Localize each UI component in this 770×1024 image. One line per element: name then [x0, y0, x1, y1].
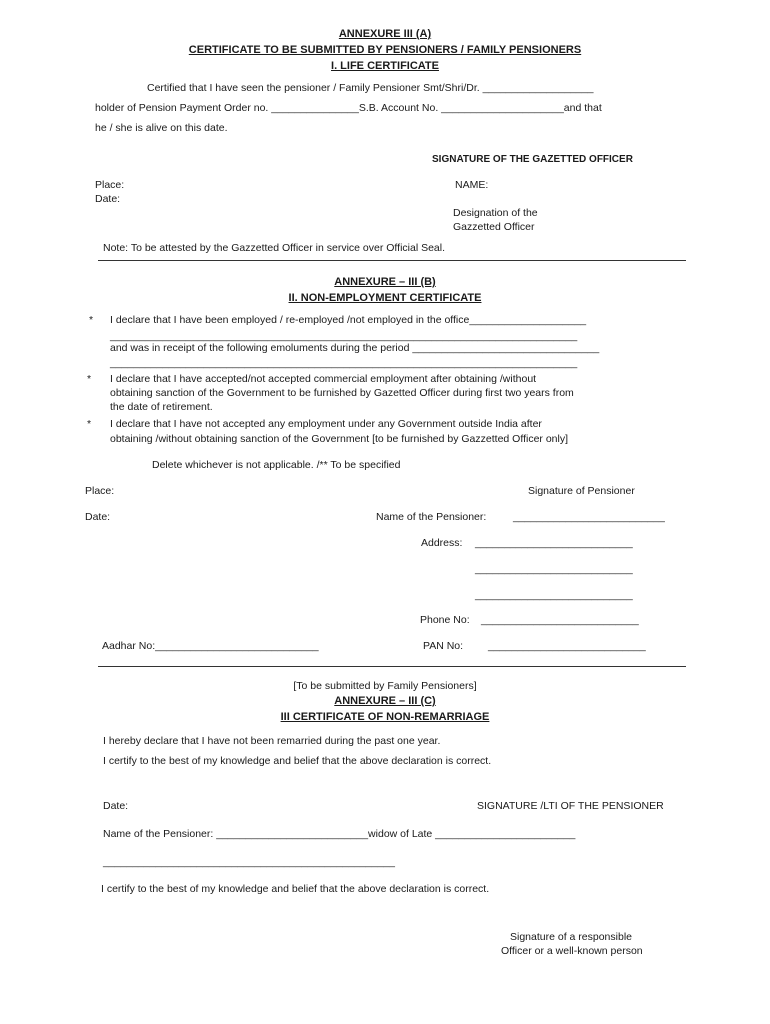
annex-a-title: ANNEXURE III (A) — [338, 28, 432, 40]
family-pensioners-note: [To be submitted by Family Pensioners] — [293, 680, 477, 692]
annex-b-date-label: Date: — [85, 511, 111, 523]
address-field-line-3[interactable]: ___________________________ — [475, 589, 633, 601]
address-field-line-2[interactable]: ___________________________ — [475, 563, 633, 575]
attestation-note: Note: To be attested by the Gazzetted Officer in service over Official Seal. — [103, 242, 446, 254]
annex-c-section-title: III CERTIFICATE OF NON-REMARRIAGE — [280, 711, 490, 723]
declaration-1-line-3: and was in receipt of the following emoluments during the period ________________________________ — [110, 342, 600, 354]
annex-b-place-label: Place: — [85, 485, 115, 497]
declaration-3-line-2: obtaining /without obtaining sanction of the Government [to be furnished by Gazzetted Officer only] — [110, 433, 568, 445]
declaration-2-bullet: * — [87, 373, 92, 385]
annex-a-section-title: I. LIFE CERTIFICATE — [331, 60, 439, 72]
declaration-1-line-4: ________________________________________________________________________________ — [110, 357, 578, 369]
designation-label-line-2: Gazzetted Officer — [453, 221, 535, 233]
phone-label: Phone No: — [420, 614, 470, 626]
declaration-1-line-1: I declare that I have been employed / re-employed /not employed in the office____________________ — [110, 314, 587, 326]
declaration-2-line-2: obtaining sanction of the Government to be furnished by Gazetted Officer during first two years from — [110, 387, 574, 399]
non-remarriage-declaration: I hereby declare that I have not been remarried during the past one year. — [103, 735, 441, 747]
pensioner-name-label: Name of the Pensioner: — [376, 511, 487, 523]
declaration-3-line-1: I declare that I have not accepted any employment under any Government outside India after — [110, 418, 542, 430]
responsible-officer-signature-line-1: Signature of a responsible — [510, 931, 632, 943]
declaration-3-bullet: * — [87, 418, 92, 430]
responsible-officer-signature-line-2: Officer or a well-known person — [501, 945, 643, 957]
life-certificate-line-2: holder of Pension Payment Order no. _______________S.B. Account No. _____________________and that — [95, 102, 602, 114]
phone-field[interactable]: ___________________________ — [481, 614, 639, 626]
annex-a-subtitle: CERTIFICATE TO BE SUBMITTED BY PENSIONERS / FAMILY PENSIONERS — [188, 44, 582, 56]
pan-field[interactable]: ___________________________ — [488, 640, 646, 652]
annex-c-final-certification: I certify to the best of my knowledge and belief that the above declaration is correct. — [101, 883, 490, 895]
declaration-2-line-3: the date of retirement. — [110, 401, 213, 413]
annex-a-place-label: Place: — [95, 179, 125, 191]
designation-label-line-1: Designation of the — [453, 207, 538, 219]
annex-a-date-label: Date: — [95, 193, 121, 205]
address-label: Address: — [421, 537, 463, 549]
annex-b-title: ANNEXURE – III (B) — [334, 276, 436, 288]
delete-instruction-note: Delete whichever is not applicable. /** To be specified — [152, 459, 401, 471]
annex-c-title: ANNEXURE – III (C) — [334, 695, 436, 707]
officer-name-label: NAME: — [455, 179, 489, 191]
pan-label: PAN No: — [423, 640, 464, 652]
pensioner-signature-lti-label: SIGNATURE /LTI OF THE PENSIONER — [477, 800, 664, 812]
annex-c-blank-line[interactable]: __________________________________________________ — [103, 856, 395, 868]
pensioner-name-widow-line[interactable]: Name of the Pensioner: __________________________widow of Late ________________________ — [103, 828, 576, 840]
section-divider-1 — [98, 260, 686, 261]
address-field-line-1[interactable]: ___________________________ — [475, 537, 633, 549]
non-remarriage-certification: I certify to the best of my knowledge and belief that the above declaration is correct. — [103, 755, 492, 767]
life-certificate-line-1: Certified that I have seen the pensioner / Family Pensioner Smt/Shri/Dr. ___________________ — [147, 82, 594, 94]
aadhar-field[interactable]: Aadhar No:____________________________ — [102, 640, 319, 652]
declaration-2-line-1: I declare that I have accepted/not accepted commercial employment after obtaining /without — [110, 373, 537, 385]
life-certificate-line-3: he / she is alive on this date. — [95, 122, 228, 134]
pensioner-signature-label: Signature of Pensioner — [528, 485, 635, 497]
declaration-1-line-2: ________________________________________________________________________________ — [110, 330, 578, 342]
section-divider-2 — [98, 666, 686, 667]
annex-c-date-label: Date: — [103, 800, 129, 812]
gazetted-officer-signature-label: SIGNATURE OF THE GAZETTED OFFICER — [432, 154, 633, 165]
pensioner-name-field[interactable]: __________________________ — [513, 511, 665, 523]
annex-b-section-title: II. NON-EMPLOYMENT CERTIFICATE — [288, 292, 482, 304]
declaration-1-bullet: * — [89, 314, 94, 326]
